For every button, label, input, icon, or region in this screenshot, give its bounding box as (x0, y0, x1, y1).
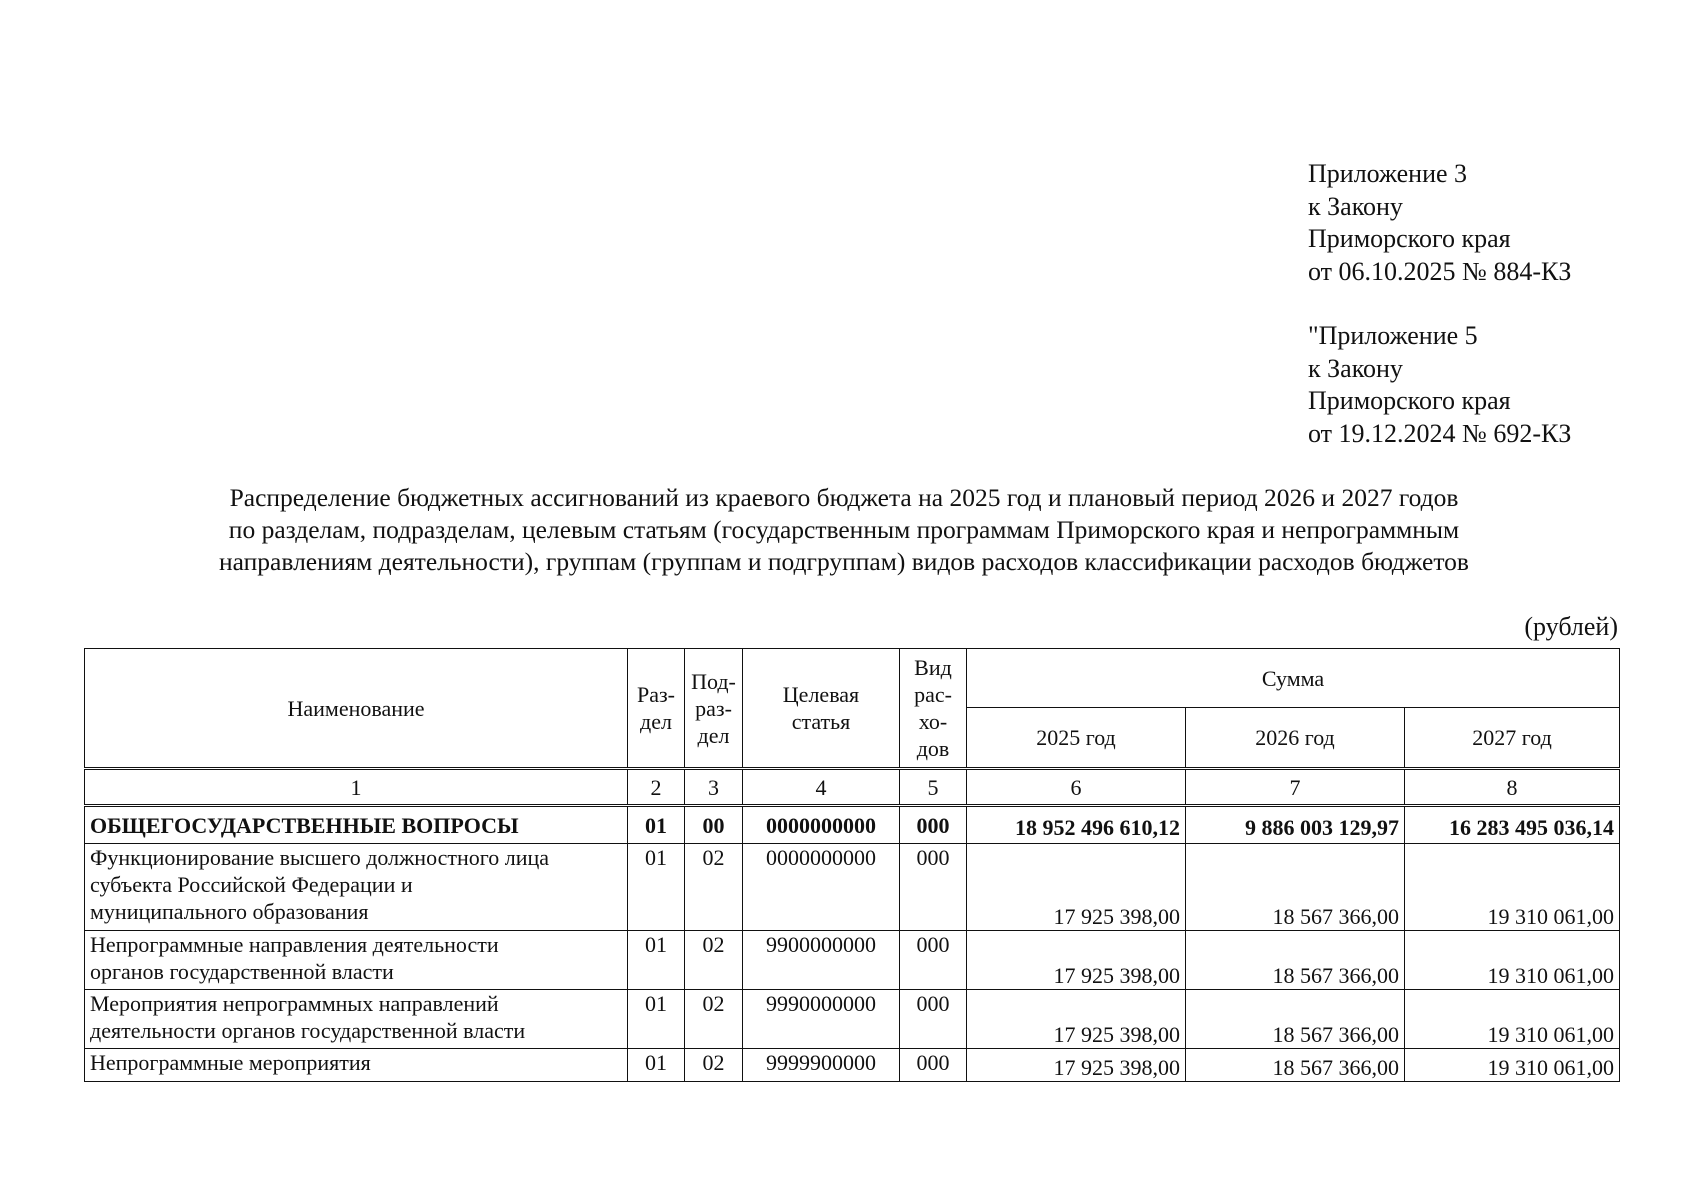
row-name-line: Функционирование высшего должностного лица (90, 845, 550, 870)
header-section-line: дел (640, 709, 672, 734)
appendix-line: Приморского края (1308, 386, 1511, 415)
table-row (85, 1049, 1620, 1082)
row-amount-2026: 9 886 003 129,97 (1186, 806, 1405, 844)
row-amount-2027: 19 310 061,00 (1405, 1049, 1620, 1082)
header-subsection (685, 649, 743, 769)
column-number: 3 (685, 769, 743, 806)
row-subsection: 02 (685, 1049, 743, 1082)
row-target-article: 9900000000 (743, 931, 900, 990)
row-amount-2026: 18 567 366,00 (1186, 931, 1405, 990)
row-name-line: субъекта Российской Федерации и (90, 872, 413, 897)
row-amount-2027: 19 310 061,00 (1405, 931, 1620, 990)
appendix-line: к Закону (1308, 191, 1403, 221)
appendix-line: "Приложение 5 (1308, 321, 1478, 350)
row-section: 01 (628, 806, 685, 844)
header-subsection-line: раз- (695, 695, 732, 721)
title-line: направлениям деятельности), группам (группам и подгруппам) видов расходов классификации расходов бюджетов (219, 547, 1469, 576)
header-section (628, 649, 685, 769)
appendix-line: Приложение 3 (1308, 159, 1468, 188)
row-target-article: 0000000000 (743, 806, 900, 844)
row-name-line: органов государственной власти (90, 959, 394, 984)
header-name-label: Наименование (287, 695, 425, 721)
header-exptype-line: дов (916, 736, 950, 761)
units-label: (рублей) (1524, 612, 1618, 641)
row-name-line: ОБЩЕГОСУДАРСТВЕННЫЕ ВОПРОСЫ (90, 812, 519, 838)
column-number: 8 (1405, 769, 1620, 806)
title-line: по разделам, подразделам, целевым статьям (государственным программам Приморского края и непрограммным (228, 515, 1460, 544)
row-amount-2027: 19 310 061,00 (1405, 990, 1620, 1049)
row-amount-2025: 17 925 398,00 (967, 1049, 1186, 1082)
table-row (85, 931, 1620, 990)
row-amount-2027: 16 283 495 036,14 (1405, 806, 1620, 844)
appendix-line: к Закону (1308, 353, 1403, 383)
table-row (85, 806, 1620, 844)
header-row (85, 649, 1620, 708)
row-expense-type: 000 (900, 806, 967, 844)
row-section: 01 (628, 990, 685, 1049)
column-number: 6 (967, 769, 1186, 806)
title-line: Распределение бюджетных ассигнований из краевого бюджета на 2025 год и плановый период 2026 и 2027 годов (229, 483, 1459, 512)
header-target-article (743, 649, 900, 769)
row-name-line: Мероприятия непрограммных направлений (90, 991, 499, 1016)
header-expense-type (900, 649, 967, 769)
header-target-line: статья (791, 709, 851, 734)
appendix-line: от 19.12.2024 № 692-КЗ (1308, 418, 1572, 448)
row-target-article: 9990000000 (743, 990, 900, 1049)
row-name (85, 1049, 628, 1082)
row-name-line: Непрограммные мероприятия (90, 1050, 371, 1075)
appendix-line: Приморского края (1308, 224, 1511, 253)
row-amount-2025: 17 925 398,00 (967, 844, 1186, 931)
header-name (85, 649, 628, 769)
row-amount-2026: 18 567 366,00 (1186, 844, 1405, 931)
row-subsection: 02 (685, 990, 743, 1049)
header-section-line: Раз- (636, 682, 676, 707)
appendix-line: от 06.10.2025 № 884-КЗ (1308, 256, 1572, 286)
row-name-line: деятельности органов государственной власти (90, 1018, 526, 1043)
row-expense-type: 000 (900, 931, 967, 990)
column-number-row (85, 769, 1620, 806)
document-title (84, 482, 1604, 578)
row-amount-2025: 17 925 398,00 (967, 931, 1186, 990)
row-name-line: муниципального образования (90, 899, 369, 924)
row-section: 01 (628, 931, 685, 990)
row-name (85, 990, 628, 1049)
column-number: 2 (628, 769, 685, 806)
row-name (85, 844, 628, 931)
header-sum (967, 649, 1620, 708)
header-subsection-line: Под- (691, 668, 736, 694)
column-number: 5 (900, 769, 967, 806)
header-subsection-line: дел (697, 722, 730, 748)
row-expense-type: 000 (900, 990, 967, 1049)
row-expense-type: 000 (900, 1049, 967, 1082)
row-name (85, 931, 628, 990)
appendix-reference-amended (1308, 320, 1571, 450)
column-number: 4 (743, 769, 900, 806)
row-subsection: 02 (685, 931, 743, 990)
row-expense-type: 000 (900, 844, 967, 931)
table-row (85, 844, 1620, 931)
budget-table (84, 648, 1620, 1082)
header-exptype-line: хо- (918, 709, 948, 734)
header-year-2025: 2025 год (967, 708, 1186, 769)
header-exptype-line: рас- (914, 682, 952, 707)
row-target-article: 9999900000 (743, 1049, 900, 1082)
header-sum-label: Сумма (1261, 665, 1325, 691)
column-number: 1 (85, 769, 628, 806)
header-year-2026: 2026 год (1186, 708, 1405, 769)
row-amount-2027: 19 310 061,00 (1405, 844, 1620, 931)
row-name (85, 806, 628, 844)
row-section: 01 (628, 844, 685, 931)
header-exptype-line: Вид (914, 655, 952, 680)
row-amount-2025: 17 925 398,00 (967, 990, 1186, 1049)
row-name-line: Непрограммные направления деятельности (90, 932, 499, 957)
header-year-2027: 2027 год (1405, 708, 1620, 769)
row-subsection: 00 (685, 806, 743, 844)
row-subsection: 02 (685, 844, 743, 931)
row-amount-2026: 18 567 366,00 (1186, 990, 1405, 1049)
appendix-reference-current (1308, 158, 1571, 288)
column-number: 7 (1186, 769, 1405, 806)
row-target-article: 0000000000 (743, 844, 900, 931)
row-amount-2026: 18 567 366,00 (1186, 1049, 1405, 1082)
row-section: 01 (628, 1049, 685, 1082)
table-row (85, 990, 1620, 1049)
header-target-line: Целевая (782, 682, 860, 707)
row-amount-2025: 18 952 496 610,12 (967, 806, 1186, 844)
